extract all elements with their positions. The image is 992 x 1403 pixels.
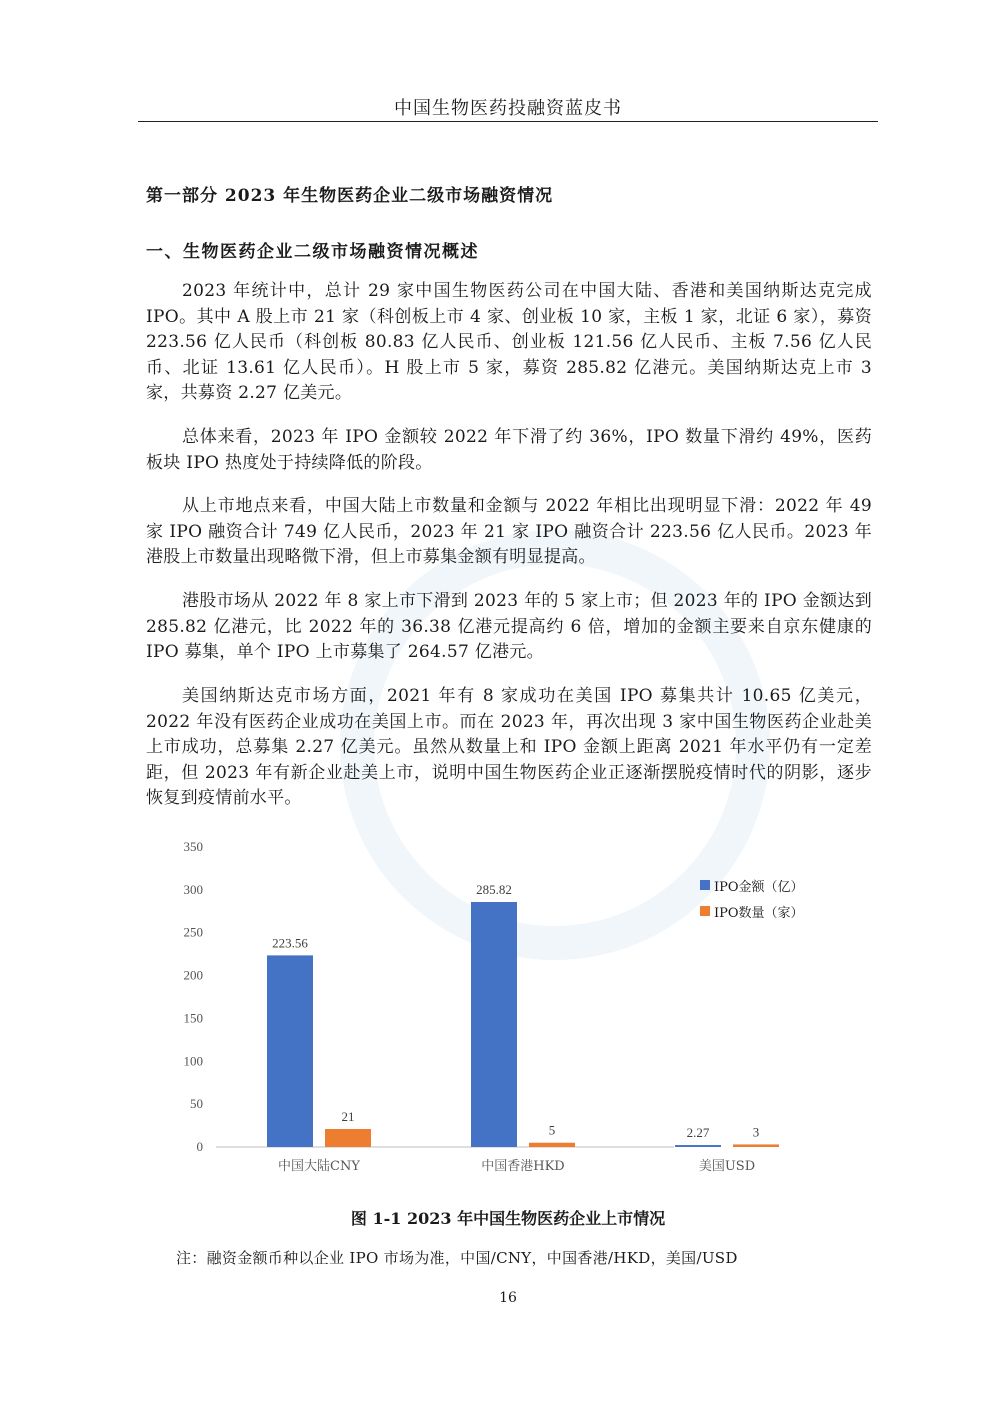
y-tick-label-1: 50: [190, 1096, 203, 1112]
y-tick-label-0: 0: [196, 1139, 203, 1154]
legend-label-count: IPO数量（家）: [714, 905, 804, 921]
part-title: 第一部分 2023 年生物医药企业二级市场融资情况: [146, 186, 554, 206]
legend-item-amount: [700, 872, 804, 898]
bar-0-1: [471, 902, 517, 1147]
paragraph-5: 美国纳斯达克市场方面，2021 年有 8 家成功在美国 IPO 募集共计 10.65 亿美元，2022 年没有医药企业成功在美国上市。而在 2023 年，再次出现 3 家中国生物医药企业赴美上市成功，总募集 2.27 亿美元。虽然从数量上和 IPO 金额上距离 2021 年水平仍有一定差距，但 2023 年有新企业赴美上市，说明中国生物医药企业正逐渐摆脱疫情时代的阴影，逐步恢复到疫情前水平。: [146, 686, 872, 808]
paragraph-2: 总体来看，2023 年 IPO 金额较 2022 年下滑了约 36%，IPO 数量下滑约 49%，医药板块 IPO 热度处于持续降低的阶段。: [146, 427, 872, 473]
y-tick-label-3: 150: [183, 1010, 203, 1026]
legend-swatch-amount: [700, 880, 710, 890]
bar-1-1: [529, 1143, 575, 1147]
bar-1-2: [733, 1144, 779, 1147]
data-label-0-2: 2.27: [686, 1125, 710, 1141]
bar-0-0: [267, 955, 313, 1147]
data-label-1-0: 21: [341, 1109, 355, 1124]
legend-item-count: [700, 898, 804, 924]
paragraph-3: 从上市地点来看，中国大陆上市数量和金额与 2022 年相比出现明显下滑：2022 年 49 家 IPO 融资合计 749 亿人民币，2023 年 21 家 IPO 融资合计 223.56 亿人民币。2023 年港股上市数量出现略微下滑，但上市募集金额有明显提高。: [146, 496, 872, 567]
page-number: 16: [499, 1290, 517, 1306]
paragraph-4: 港股市场从 2022 年 8 家上市下滑到 2023 年的 5 家上市；但 2023 年的 IPO 金额达到 285.82 亿港元，比 2022 年的 36.38 亿港元提高约 6 倍，增加的金额主要来自京东健康的 IPO 募集，单个 IPO 上市募集了 264.57 亿港元。: [146, 591, 872, 662]
y-tick-label-2: 100: [183, 1053, 203, 1069]
y-tick-label-5: 250: [183, 924, 203, 940]
y-tick-label-4: 200: [183, 967, 203, 983]
data-label-0-0: 223.56: [272, 935, 308, 951]
data-label-1-1: 5: [548, 1122, 556, 1138]
figure-caption: 图 1-1 2023 年中国生物医药企业上市情况: [350, 1209, 666, 1228]
running-header: 中国生物医药投融资蓝皮书: [394, 98, 622, 119]
x-tick-label-2: 美国USD: [698, 1159, 756, 1174]
y-tick-label-7: 350: [183, 839, 203, 854]
bar-0-2: [675, 1145, 721, 1147]
section-title: 一、生物医药企业二级市场融资情况概述: [146, 242, 479, 262]
x-tick-label-0: 中国大陆CNY: [278, 1159, 360, 1174]
header-divider: [138, 121, 878, 122]
paragraph-1: 2023 年统计中，总计 29 家中国生物医药公司在中国大陆、香港和美国纳斯达克完成 IPO。其中 A 股上市 21 家（科创板上市 4 家、创业板 10 家，主板 1 家，北证 6 家），募资 223.56 亿人民币（科创板 80.83 亿人民币、创业板 121.56 亿人民币、主板 7.56 亿人民币、北证 13.61 亿人民币）。H 股上市 5 家，募资 285.82 亿港元。美国纳斯达克上市 3 家，共募资 2.27 亿美元。: [146, 281, 872, 403]
figure-note: 注：融资金额币种以企业 IPO 市场为准，中国/CNY，中国香港/HKD，美国/USD: [176, 1249, 738, 1267]
legend-swatch-count: [700, 906, 710, 916]
legend-label-amount: IPO金额（亿）: [714, 879, 804, 895]
data-label-1-2: 3: [752, 1124, 760, 1140]
y-tick-label-6: 300: [183, 881, 203, 897]
chart-legend: [700, 872, 804, 924]
x-tick-label-1: 中国香港HKD: [481, 1159, 565, 1174]
bar-1-0: [325, 1129, 371, 1147]
data-label-0-1: 285.82: [476, 882, 512, 898]
